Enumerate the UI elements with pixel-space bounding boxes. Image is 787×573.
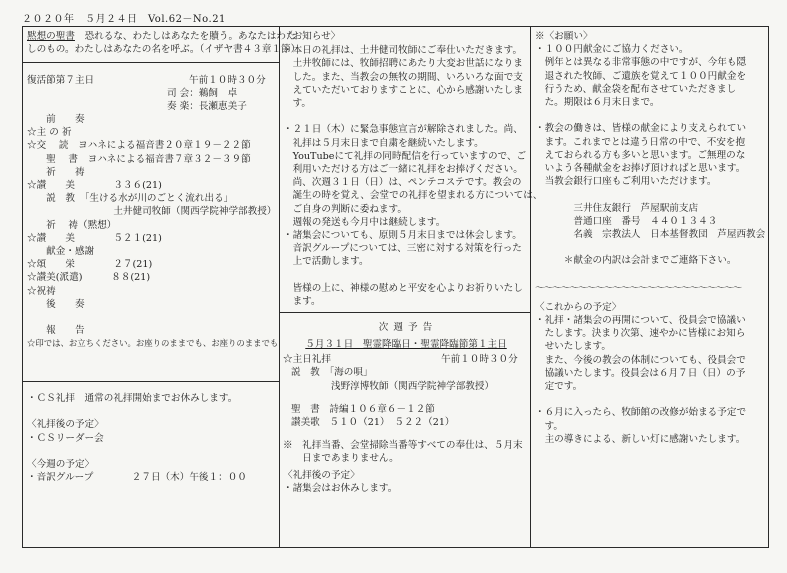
next-preacher: 浅野淳博牧師（関西学院神学部教授） (331, 380, 495, 392)
service-item: 前 奏 (27, 114, 85, 125)
service-item: ☆讃 美 ３３６(21) (27, 180, 162, 192)
service-item: 祈 祷（黙想） (27, 219, 117, 231)
request-line: えておられる方も多いと思います。ご無理のな (535, 149, 746, 161)
left-divider (22, 381, 280, 382)
announcement-line: ご自身の判断に委ねます。 (283, 203, 407, 215)
announcement-line: えていただいておりますことに、心から感謝いたしま (283, 84, 523, 96)
next-service-time: 午前１０時３０分 (441, 354, 518, 366)
next-note-2: 日まであまりません。 (283, 453, 399, 465)
service-item: ☆祝祷 (27, 285, 56, 297)
announcement-line: 皆様の上に、神様の慰めと平安を心よりお祈りいたし (283, 282, 523, 294)
left-bottom-line: ・音訳グループ ２７日（木）午後１：００ (27, 472, 247, 484)
requests-title: ※〈お願い〉 (535, 31, 593, 42)
request-line (535, 241, 765, 254)
left-bottom-line (27, 405, 277, 418)
verse-title: 黙想の聖書 (27, 31, 75, 42)
issue-header: ２０２０年 ５月２４日 Vol.62－No.21 (22, 14, 226, 25)
service-item: 土井健司牧師（関西学院神学部教授） (27, 206, 277, 218)
announcement-line: す。 (283, 98, 312, 110)
announcement-line: YouTubeにて礼拝の同時配信を行っていますので、ご (283, 150, 527, 162)
announcement-line: 上で活動します。 (283, 256, 369, 268)
plan-line: す。 (535, 420, 564, 432)
request-line (535, 109, 765, 122)
tilde-divider: ～～～～～～～～～～～～～～～～～～～～～～～～ (535, 282, 742, 294)
announcement-line: 尚、次週３１日（日）は、ペンテコステです。教会の (283, 177, 522, 189)
request-line: 行うため、献金袋を配布させていただきまし (535, 83, 737, 95)
request-line: ＊献金の内訳は会計までご連絡下さい。 (535, 255, 737, 267)
service-item: ☆主 の 祈 (27, 127, 72, 139)
announcement-line: 週報の発送も今月中は継続します。 (283, 216, 446, 228)
request-line: ます。これまでとは違う日常の中で、不安を抱 (535, 136, 746, 148)
next-service-label: ☆主日礼拝 (283, 354, 331, 366)
announcement-line: ・諸集会についても、原則５月末日までは休会します。 (283, 230, 522, 242)
left-bottom-line: 〈今週の予定〉 (27, 458, 95, 470)
left-bottom-line: ・ＣＳリーダー会 (27, 432, 104, 444)
request-line: 普通口座 番号 ４４０１３４３ (535, 215, 718, 227)
left-bottom (27, 392, 277, 484)
request-line: 例年とは異なる非常事態の中ですが、今年も隠 (535, 57, 747, 69)
verse-divider (22, 62, 280, 63)
plans-title: 〈これからの予定〉 (535, 301, 622, 313)
announcement-line: した。また、当教会の無牧の期間、いろいろな面で支 (283, 71, 523, 83)
announcement-line (283, 269, 529, 282)
plan-line: 主の導きによる、新しい灯に感謝いたします。 (535, 433, 746, 445)
order-of-service (27, 74, 277, 351)
next-week (283, 321, 529, 495)
service-title: 復活節第７主日 (27, 75, 95, 86)
next-after-title: 〈礼拝後の予定〉 (283, 469, 360, 481)
left-bottom-line: ・ＣＳ礼拝 通常の礼拝開始までお休みします。 (27, 393, 238, 404)
service-item (27, 311, 277, 324)
service-time: 午前１０時３０分 (189, 75, 266, 86)
announcement-line: 利用いただける方はご一緒に礼拝をお捧げください。 (283, 164, 523, 176)
column-divider-right (530, 26, 531, 547)
service-item: ☆讃美(派遣) ８８(21) (27, 272, 151, 284)
service-item: 報 告 (27, 325, 85, 337)
plan-line: たします。決まり次第、速やかに皆様にお知ら (535, 328, 746, 340)
announcement-line: 音訳グループについては、三密に対する対策を行った (283, 243, 522, 255)
request-line: 退された牧師、ご遺族を覚えて１００円献金を (535, 70, 747, 82)
plan-line: 協議いたします。役員会は６月７日（日）の予 (535, 367, 746, 379)
request-line: ・教会の働きは、皆様の献金により支えられてい (535, 123, 747, 135)
request-line: いよう各種献金をお捧げ頂ければと思います。 (535, 163, 746, 175)
request-line: 三井住友銀行 芦屋駅前支店 (535, 202, 699, 214)
announcement-line: ・本日の礼拝は、土井健司牧師にご奉仕いただきます。 (283, 45, 523, 57)
next-sermon: 説 教 「海の唄」 (291, 367, 373, 379)
announcements-title: 〈お知らせ〉 (283, 31, 341, 42)
service-item: 後 奏 (27, 298, 85, 310)
service-item: 祈 祷 (27, 166, 85, 178)
plan-line: ・礼拝・諸集会の再開について、役員会で協議い (535, 315, 746, 327)
announcement-line: 礼拝は５月末日まで自粛を継続いたします。 (283, 137, 484, 149)
announcement-line (283, 110, 529, 123)
plan-line: せいたします。 (535, 341, 611, 353)
plan-line (535, 393, 765, 406)
next-note-1: ※ 礼拝当番、会堂掃除当番等すべての奉仕は、５月末 (283, 440, 523, 452)
request-line (535, 188, 765, 201)
service-officiant: 司 会：鵜飼 卓 (167, 88, 238, 99)
next-week-title: 次 週 予 告 (378, 322, 434, 333)
middle-divider (280, 312, 530, 313)
verse-line-2: しのもの。わたしはあなたの名を呼ぶ。（イザヤ書４３章１節） (27, 44, 301, 56)
service-items (27, 113, 277, 337)
verse-line-1: 恐れるな、わたしはあなたを贖う。あなたはわた (84, 31, 296, 42)
plan-line: また、今後の教会の体制についても、役員会で (535, 354, 746, 366)
service-item: 説 教 「生ける水が川のごとく流れ出る」 (27, 193, 234, 205)
plan-line: 定です。 (535, 381, 583, 393)
next-week-date: ５月３１日 聖霊降臨日・聖霊降臨節第１主日 (305, 339, 507, 351)
service-item: ☆頌 栄 ２７(21) (27, 259, 153, 271)
request-line: 名義 宗教法人 日本基督教団 芦屋西教会 (535, 229, 766, 241)
service-note: ☆印では、お立ちください。お座りのままでも、お座りのままでも (27, 338, 279, 349)
announcement-line: 誕生の時を覚え、会堂での礼拝を望まれる方については、 (283, 190, 543, 202)
plan-line: ・６月に入ったら、牧師館の改修が始まる予定で (535, 407, 747, 419)
announcement-line: ます。 (283, 296, 321, 308)
request-line: た。期限は６月末日まで。 (535, 97, 660, 109)
service-item: ☆交 読 ヨハネによる福音書２０章１９－２２節 (27, 140, 251, 152)
left-bottom-line (27, 445, 277, 458)
service-item: 聖 書 ヨハネによる福音書７章３２－３９節 (27, 153, 251, 165)
next-scripture: 聖 書 詩編１０６章６－１２節 (291, 403, 435, 415)
requests (535, 30, 765, 446)
service-item: ☆讃 美 ５２１(21) (27, 232, 162, 244)
announcement-line: ・２１日（木）に緊急事態宣言が解除されました。尚、 (283, 124, 523, 136)
service-item: 献金・感謝 (27, 246, 95, 258)
announcements (283, 30, 543, 308)
announcement-line: 土井牧師には、牧師招聘にあたり大変お世話になりま (283, 58, 523, 70)
request-line: ・１００円献金にご協力ください。 (535, 44, 689, 56)
verse-block (27, 30, 301, 56)
column-divider-left (279, 26, 280, 547)
next-hymns: 讃美歌 ５１０（21） ５２２（21） (291, 417, 455, 429)
service-organist: 奏 楽：長瀬恵美子 (167, 101, 247, 112)
request-line: 当教会銀行口座もご利用いただけます。 (535, 176, 717, 188)
next-after-item: ・諸集会はお休みします。 (283, 482, 398, 494)
left-bottom-line: 〈礼拝後の予定〉 (27, 419, 104, 431)
